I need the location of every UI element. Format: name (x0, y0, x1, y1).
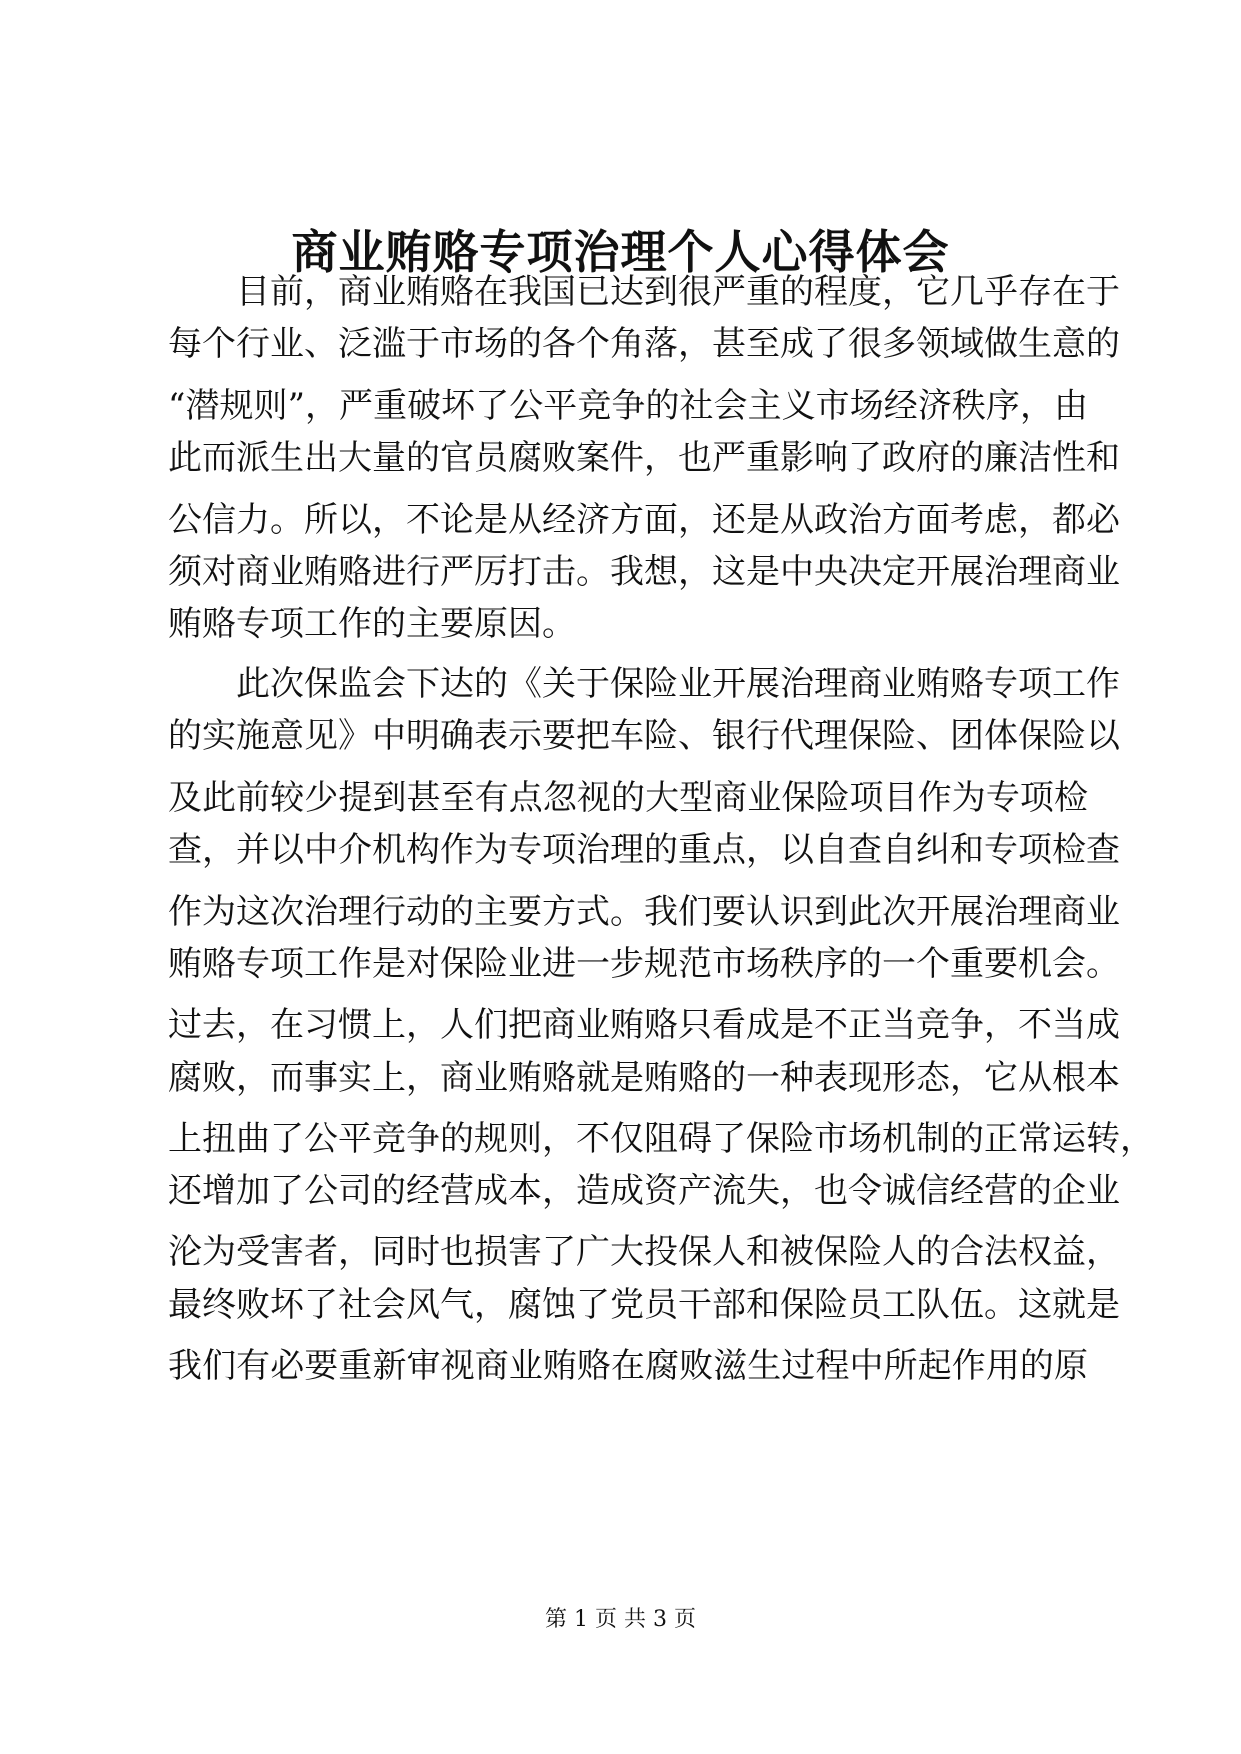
document-title: 商业贿赂专项治理个人心得体会 (291, 225, 950, 279)
body-line: 我们有必要重新审视商业贿赂在腐败滋生过程中所起作用的原 (168, 1346, 1088, 1386)
body-line: “潜规则”，严重破坏了公平竞争的社会主义市场经济秩序，由 (168, 386, 1088, 426)
body-line: 的实施意见》中明确表示要把车险、银行代理保险、团体保险以 (168, 716, 1120, 756)
body-line: 及此前较少提到甚至有点忽视的大型商业保险项目作为专项检 (168, 778, 1088, 818)
body-line: 最终败坏了社会风气，腐蚀了党员干部和保险员工队伍。这就是 (168, 1285, 1120, 1325)
body-line: 沦为受害者，同时也损害了广大投保人和被保险人的合法权益， (168, 1232, 1120, 1272)
body-line: 还增加了公司的经营成本，造成资产流失，也令诚信经营的企业 (168, 1171, 1120, 1211)
body-line: 查，并以中介机构作为专项治理的重点，以自查自纠和专项检查 (168, 830, 1120, 870)
body-line: 公信力。所以，不论是从经济方面，还是从政治方面考虑，都必 (168, 500, 1120, 540)
body-line: 腐败，而事实上，商业贿赂就是贿赂的一种表现形态，它从根本 (168, 1058, 1120, 1098)
body-line: 目前，商业贿赂在我国已达到很严重的程度，它几乎存在于 (236, 272, 1120, 312)
body-line: 此次保监会下达的《关于保险业开展治理商业贿赂专项工作 (236, 664, 1120, 704)
body-line: 作为这次治理行动的主要方式。我们要认识到此次开展治理商业 (168, 892, 1120, 932)
body-line: 贿赂专项工作是对保险业进一步规范市场秩序的一个重要机会。 (168, 944, 1120, 984)
body-line: 贿赂专项工作的主要原因。 (168, 604, 576, 644)
page-number: 第 1 页 共 3 页 (545, 1607, 696, 1632)
body-line: 上扭曲了公平竞争的规则，不仅阻碍了保险市场机制的正常运转， (168, 1119, 1154, 1159)
body-line: 过去，在习惯上，人们把商业贿赂只看成是不正当竞争，不当成 (168, 1005, 1120, 1045)
body-line: 每个行业、泛滥于市场的各个角落，甚至成了很多领域做生意的 (168, 324, 1120, 364)
body-line: 此而派生出大量的官员腐败案件，也严重影响了政府的廉洁性和 (168, 438, 1120, 478)
body-line: 须对商业贿赂进行严厉打击。我想，这是中央决定开展治理商业 (168, 552, 1120, 592)
